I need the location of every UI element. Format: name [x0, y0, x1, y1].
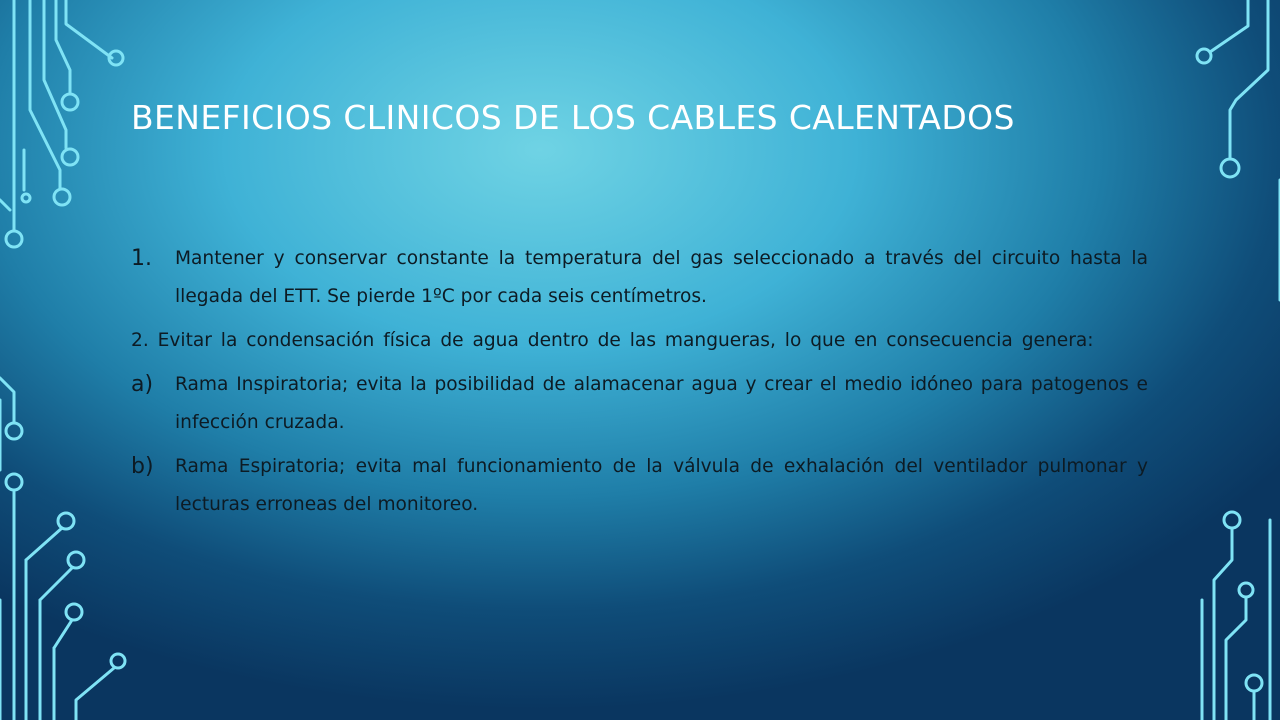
- list-item-1: [131, 240, 1148, 316]
- list-marker: b): [131, 454, 154, 479]
- slide-body: [131, 240, 1148, 530]
- circuit-right-top: [1197, 0, 1280, 300]
- circuit-left-middle: [0, 378, 125, 720]
- circuit-left-top: [0, 0, 123, 247]
- list-marker: a): [131, 372, 154, 397]
- list-marker: 1.: [131, 246, 152, 271]
- slide-title: BENEFICIOS CLINICOS DE LOS CABLES CALENTADOS: [131, 98, 1015, 137]
- list-item-text: Mantener y conservar constante la temperatura del gas seleccionado a través del circuito hasta la llegada del ETT. Se pierde 1ºC por cada seis centímetros.: [175, 248, 1148, 307]
- list-item-b: [131, 448, 1148, 524]
- paragraph-2: 2. Evitar la condensación física de agua dentro de las mangueras, lo que en consecuencia genera:: [131, 330, 1094, 351]
- list-item-text: Rama Inspiratoria; evita la posibilidad de alamacenar agua y crear el medio idóneo para patogenos e infección cruzada.: [175, 374, 1148, 433]
- circuit-right-bottom: [1202, 512, 1270, 720]
- list-item-text: Rama Espiratoria; evita mal funcionamiento de la válvula de exhalación del ventilador pulmonar y lecturas erroneas del monitoreo.: [175, 456, 1148, 515]
- list-item-a: [131, 366, 1148, 442]
